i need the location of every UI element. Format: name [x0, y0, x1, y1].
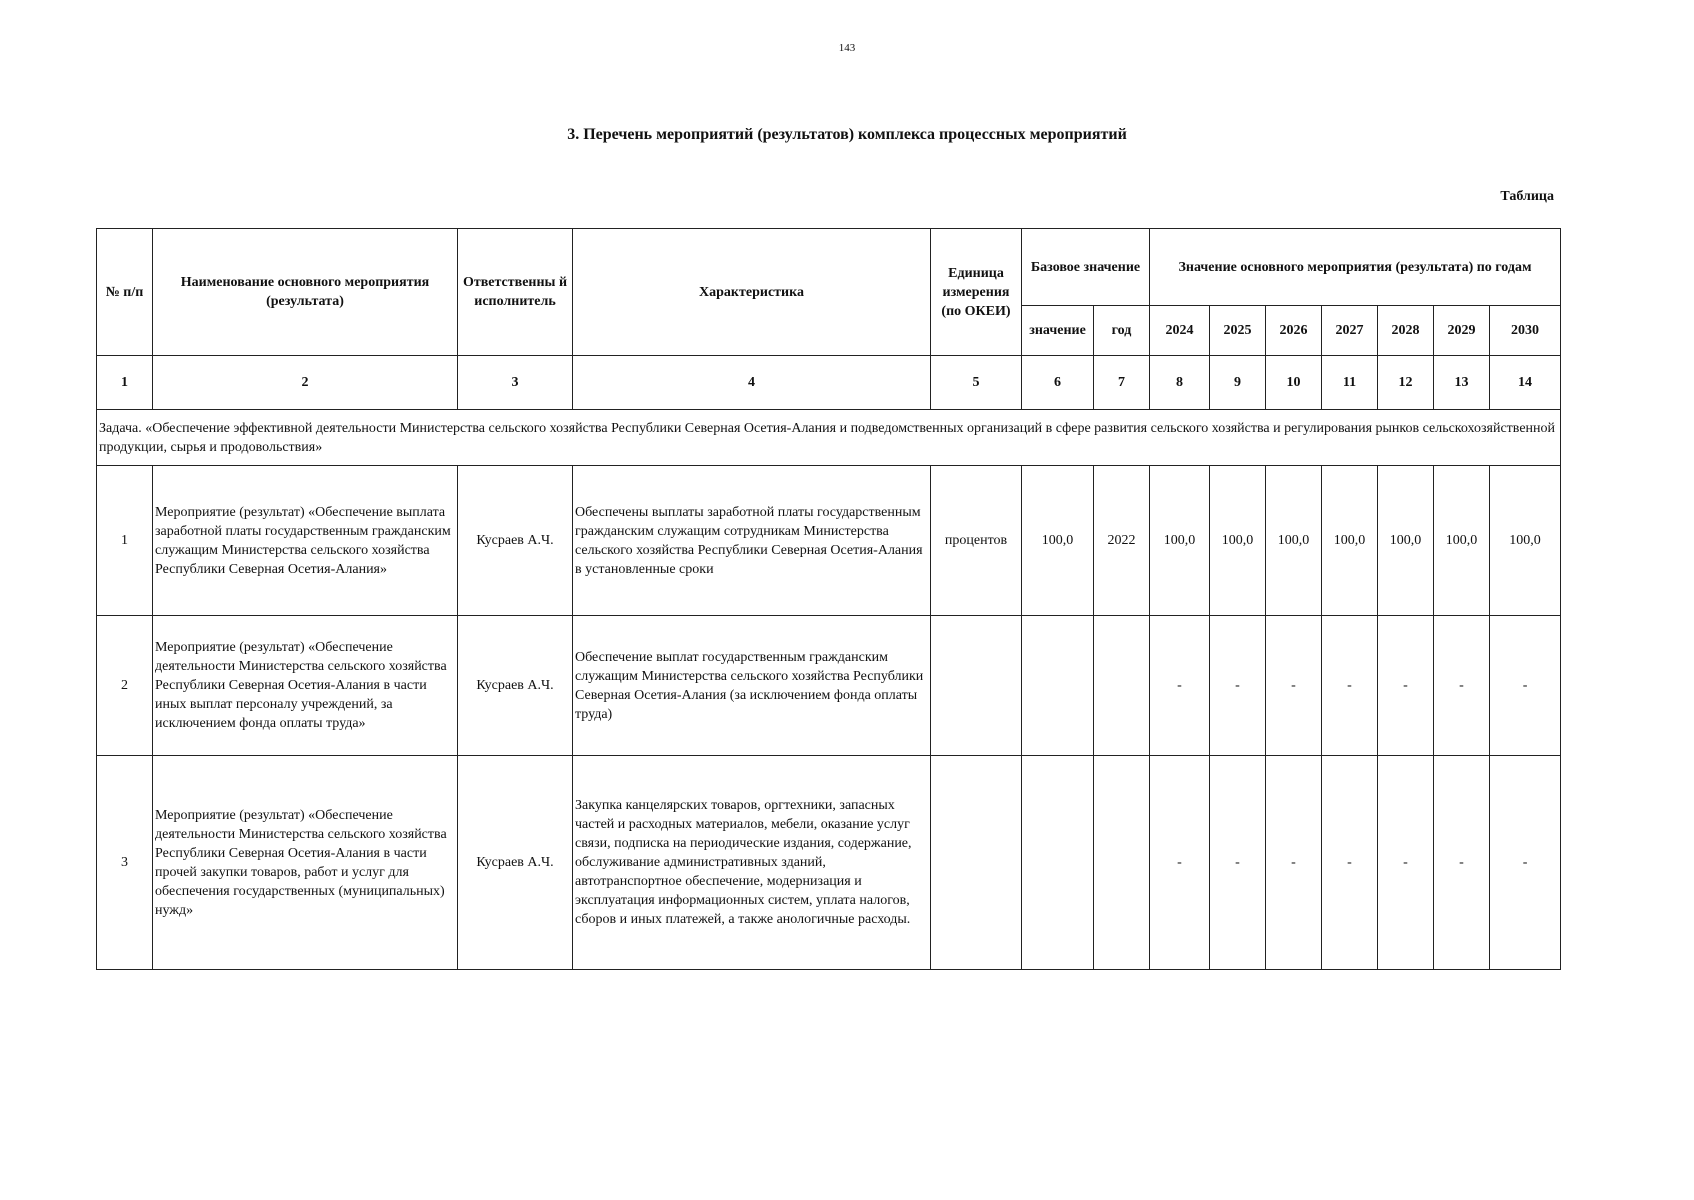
header-characteristic: Характеристика — [573, 229, 931, 356]
row-year-value: - — [1490, 756, 1561, 970]
row-name: Мероприятие (результат) «Обеспечение деятельности Министерства сельского хозяйства Республики Северная Осетия-Алания в части иных выплат персоналу учреждений, за исключением фонда оплаты труда» — [153, 616, 458, 756]
row-base-value — [1022, 616, 1094, 756]
row-unit — [931, 756, 1022, 970]
row-base-value — [1022, 756, 1094, 970]
row-num: 3 — [97, 756, 153, 970]
header-num: № п/п — [97, 229, 153, 356]
row-year-value: - — [1490, 616, 1561, 756]
column-number: 11 — [1322, 356, 1378, 410]
column-number: 5 — [931, 356, 1022, 410]
column-number: 9 — [1210, 356, 1266, 410]
header-year: 2030 — [1490, 306, 1561, 356]
row-year-value: - — [1322, 616, 1378, 756]
header-year: 2028 — [1378, 306, 1434, 356]
column-number: 10 — [1266, 356, 1322, 410]
column-number: 3 — [458, 356, 573, 410]
column-number: 1 — [97, 356, 153, 410]
row-year-value: - — [1434, 616, 1490, 756]
table-row — [97, 756, 1561, 970]
column-number: 7 — [1094, 356, 1150, 410]
row-num: 1 — [97, 466, 153, 616]
row-responsible: Кусраев А.Ч. — [458, 756, 573, 970]
row-name: Мероприятие (результат) «Обеспечение деятельности Министерства сельского хозяйства Республики Северная Осетия-Алания в части прочей закупки товаров, работ и услуг для обеспечения государственных (муниципальных) нужд» — [153, 756, 458, 970]
row-responsible: Кусраев А.Ч. — [458, 466, 573, 616]
task-row — [97, 410, 1561, 466]
header-year: 2024 — [1150, 306, 1210, 356]
row-year-value: - — [1150, 756, 1210, 970]
row-base-year — [1094, 616, 1150, 756]
header-base-value: значение — [1022, 306, 1094, 356]
row-year-value: - — [1150, 616, 1210, 756]
row-year-value: - — [1210, 756, 1266, 970]
column-number: 6 — [1022, 356, 1094, 410]
header-row-top — [97, 229, 1561, 306]
row-year-value: 100,0 — [1266, 466, 1322, 616]
row-year-value: 100,0 — [1434, 466, 1490, 616]
row-year-value: - — [1210, 616, 1266, 756]
row-responsible: Кусраев А.Ч. — [458, 616, 573, 756]
row-year-value: - — [1266, 616, 1322, 756]
row-base-year — [1094, 756, 1150, 970]
column-number: 14 — [1490, 356, 1561, 410]
header-base-year: год — [1094, 306, 1150, 356]
header-year: 2029 — [1434, 306, 1490, 356]
column-number: 12 — [1378, 356, 1434, 410]
row-year-value: 100,0 — [1150, 466, 1210, 616]
header-unit: Единица измерения (по ОКЕИ) — [931, 229, 1022, 356]
column-number: 4 — [573, 356, 931, 410]
row-base-value: 100,0 — [1022, 466, 1094, 616]
row-unit: процентов — [931, 466, 1022, 616]
row-year-value: 100,0 — [1210, 466, 1266, 616]
task-text: Задача. «Обеспечение эффективной деятельности Министерства сельского хозяйства Республики Северная Осетия-Алания и подведомственных организаций в сфере развития сельского хозяйства и регулирования рынков сельскохозяйственной продукции, сырья и продовольствия» — [97, 410, 1561, 466]
page-number: 143 — [838, 42, 856, 54]
column-numbers-row — [97, 356, 1561, 410]
table-row — [97, 466, 1561, 616]
row-year-value: - — [1378, 616, 1434, 756]
header-responsible: Ответственны й исполнитель — [458, 229, 573, 356]
row-year-value: 100,0 — [1490, 466, 1561, 616]
row-year-value: - — [1378, 756, 1434, 970]
row-year-value: 100,0 — [1378, 466, 1434, 616]
measures-table — [96, 228, 1561, 970]
row-characteristic: Закупка канцелярских товаров, оргтехники, запасных частей и расходных материалов, мебели, оказание услуг связи, подписка на периодические издания, содержание, обслуживание административных зданий, автотранспортное обеспечение, модернизация и эксплуатация информационных систем, уплата налогов, сборов и иных платежей, а также анологичные расходы. — [573, 756, 931, 970]
row-name: Мероприятие (результат) «Обеспечение выплата заработной платы государственным гражданским служащим Министерства сельского хозяйства Республики Северная Осетия-Алания» — [153, 466, 458, 616]
row-base-year: 2022 — [1094, 466, 1150, 616]
row-year-value: - — [1434, 756, 1490, 970]
header-year: 2025 — [1210, 306, 1266, 356]
table-label: Таблица — [1500, 189, 1554, 204]
row-year-value: 100,0 — [1322, 466, 1378, 616]
row-year-value: - — [1266, 756, 1322, 970]
row-characteristic: Обеспечение выплат государственным гражданским служащим Министерства сельского хозяйства Республики Северная Осетия-Алания (за исключением фонда оплаты труда) — [573, 616, 931, 756]
header-base: Базовое значение — [1022, 229, 1150, 306]
header-year: 2026 — [1266, 306, 1322, 356]
row-year-value: - — [1322, 756, 1378, 970]
row-unit — [931, 616, 1022, 756]
header-name: Наименование основного мероприятия (результата) — [153, 229, 458, 356]
row-num: 2 — [97, 616, 153, 756]
column-number: 2 — [153, 356, 458, 410]
row-characteristic: Обеспечены выплаты заработной платы государственным гражданским служащим сотрудникам Министерства сельского хозяйства Республики Северная Осетия-Алания в установленные сроки — [573, 466, 931, 616]
header-by-years: Значение основного мероприятия (результата) по годам — [1150, 229, 1561, 306]
column-number: 8 — [1150, 356, 1210, 410]
document-title: 3. Перечень мероприятий (результатов) комплекса процессных мероприятий — [567, 126, 1127, 143]
column-number: 13 — [1434, 356, 1490, 410]
header-year: 2027 — [1322, 306, 1378, 356]
table-row — [97, 616, 1561, 756]
